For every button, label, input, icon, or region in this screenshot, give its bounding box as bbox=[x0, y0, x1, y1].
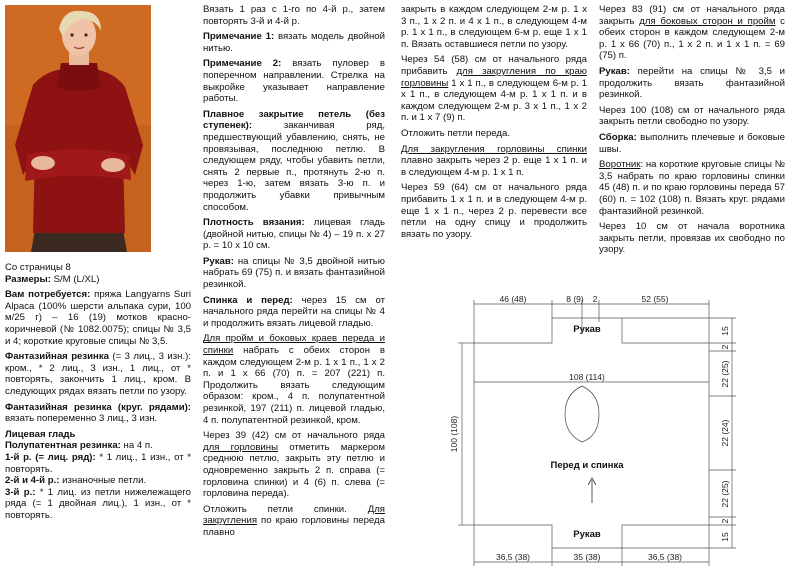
dim-right-5: 22 (25) bbox=[720, 480, 730, 508]
sleeve-bottom-label: Рукав bbox=[573, 529, 601, 540]
dim-right-7: 15 bbox=[720, 532, 730, 542]
gauge-label: Плотность вязания: bbox=[203, 217, 305, 229]
row3-text: * 1 лиц. из петли нижележащего ряда (= 1 двойная лиц.), 1 изн., от * повторять. bbox=[5, 486, 191, 521]
row24-label: 2-й и 4-й р.: bbox=[5, 475, 60, 487]
collar-finish-text: Через 10 см от начала воротника закрыть петли, провязав их свободно по узору. bbox=[599, 221, 785, 256]
sizes-label: Размеры: bbox=[5, 273, 51, 285]
dim-bottom-1: 36,5 (38) bbox=[495, 552, 531, 562]
half-rib-label: Полупатентная резинка: bbox=[5, 440, 121, 452]
model-photo bbox=[5, 5, 151, 252]
pattern-schema bbox=[447, 290, 747, 575]
back-neck-text: плавно закрыть через 2 р. еще 1 х 1 п. и в следующем 4-м р. 1 х 1 п. bbox=[401, 155, 587, 178]
note1-text: вязать модель двойной нитью. bbox=[203, 31, 385, 54]
gauge-text: лицевая гладь (двойной нитью, спицы № 4) – 19 п. х 27 р. = 10 х 10 см. bbox=[203, 217, 385, 252]
materials-label: Вам потребуется: bbox=[5, 289, 91, 301]
armhole-heading: Для пройм и боковых краев переда и спинки bbox=[203, 333, 385, 357]
increase-heading: для закругления по краю горловины bbox=[401, 65, 588, 89]
dim-height: 100 (108) bbox=[449, 415, 459, 453]
bindoff-text: заканчивая ряд, предшествующий убавлению, снять, не провязывая, последнюю петлю. В следующем ряду, чтобы убавить петли, снять 2 первые п., протянуть 2-ю п. через 1-ю, затем вязать 3-ю п. и продолжить убавки привычным способом. bbox=[203, 120, 385, 213]
join-text: Через 59 (64) см от начального ряда прибавить 1 х 1 п. и в следующем 4-м р. еще 1 х 1 п., через 2 р. перевести все петли на одну спицу и продолжить вязать по узору. bbox=[401, 182, 587, 240]
assembly-text: выполнить плечевые и боковые швы. bbox=[599, 131, 785, 155]
dim-top-3: 2 bbox=[592, 294, 598, 304]
fancy-rib-text: (= 3 лиц., 3 изн.): кром., * 2 лиц., 3 изн., 1 лиц., от * повторять, закончить 1 лиц., кром. В следующих рядах вязать петли по узору. bbox=[5, 351, 191, 397]
schema-outline bbox=[474, 318, 709, 548]
row3-label: 3-й р.: bbox=[5, 486, 36, 498]
dim-top-4: 52 (55) bbox=[641, 294, 669, 304]
dim-right-2: 2 bbox=[720, 344, 730, 350]
neckline-shape bbox=[565, 386, 599, 442]
sleeve-top-label: Рукав bbox=[573, 324, 601, 335]
dim-right-1: 15 bbox=[720, 326, 730, 336]
instructions-column-2 bbox=[203, 4, 385, 543]
dim-right-3: 22 (25) bbox=[720, 360, 730, 388]
dim-width: 108 (114) bbox=[569, 372, 605, 382]
row1-label: 1-й р. (= лиц. ряд): bbox=[5, 451, 96, 463]
neck-shaping-text-a: Отложить петли спинки. bbox=[203, 503, 368, 515]
decrease-text: закрыть в каждом следующем 2-м р. 1 х 3 п., 1 х 2 п. и 4 х 1 п., в следующем 4-м р. 1 х 1 п., в следующем 6-м р. еще 1 х 1 п. Вязать оставшиеся петли по узору. bbox=[401, 4, 587, 50]
dim-right-4: 22 (24) bbox=[720, 419, 730, 447]
neckline-heading: для горловины bbox=[203, 441, 278, 453]
neck-shaping-text-b: по краю горловины переда плавно bbox=[203, 515, 385, 538]
back-front-label: Спинка и перед: bbox=[203, 294, 293, 306]
neckline-text-a: Через 39 (42) см от начального ряда bbox=[203, 430, 385, 442]
direction-arrow bbox=[588, 478, 596, 503]
assembly-label: Сборка: bbox=[599, 131, 637, 143]
back-neck-heading: Для закругления горловины спинки bbox=[401, 143, 587, 155]
armhole-text: набрать с обеих сторон в каждом следующем 2-м р. 1 х 1 п., 1 х 2 п. и 1 х 66 (70) п. = 207 (221) п. Продолжить вязать следующим образом: кром., 4 п. полупатентной резинкой, 197 (211) п. лицевой гладью, 4 п. полупатентной резинкой, кром. bbox=[203, 345, 385, 426]
stockinette-label: Лицевая гладь bbox=[5, 428, 76, 440]
sleeve2-text: перейти на спицы № 3,5 и продолжить вязать фантазийной резинкой. bbox=[599, 65, 785, 101]
note2-text: вязать пуловер в поперечном направлении. Стрелка на выкройке указывает направление работы. bbox=[203, 58, 385, 105]
sides-text-b: с обеих сторон в каждом следующем 2-м р. 1 х 66 (70) п., 1 х 2 п. и 1 х 1 п. = 69 (75) п. bbox=[599, 15, 785, 62]
dim-top-2: 8 (9) bbox=[566, 294, 584, 304]
fancy-rib-round-label: Фантазийная резинка (круг. рядами): bbox=[5, 401, 191, 413]
from-page-text: Со страницы 8 bbox=[5, 262, 71, 273]
materials-text: пряжа Langyarns Suri Alpaca (100% шерсти альпака сури, 100 м/25 г) – 16 (19) мотков красно-коричневой (№ 1082.0075); спицы № 3,5 и 4; короткие круговые спицы № 3,5. bbox=[5, 289, 191, 347]
set-aside-front-text: Отложить петли переда. bbox=[401, 127, 511, 139]
instructions-column-1 bbox=[5, 262, 191, 521]
neck-shaping-heading: Для закругления bbox=[203, 503, 385, 527]
fancy-rib-round-text: вязать попеременно 3 лиц., 3 изн. bbox=[5, 413, 158, 425]
sleeve-text: на спицы № 3,5 двойной нитью набрать 69 (75) п. и вязать фантазийной резинкой. bbox=[203, 255, 385, 291]
row24-text: изнаночные петли. bbox=[59, 475, 147, 487]
note1-label: Примечание 1: bbox=[203, 31, 275, 43]
sleeve2-label: Рукав: bbox=[599, 65, 630, 77]
row1-text: * 1 лиц., 1 изн., от * повторять. bbox=[5, 451, 191, 475]
sides-heading: для боковых сторон и пройм bbox=[639, 15, 776, 27]
fancy-rib-label: Фантазийная резинка bbox=[5, 351, 109, 363]
bindoff-label: Плавное закрытие петель (без ступенек): bbox=[203, 108, 385, 132]
back-front-text: через 15 см от начального ряда перейти на спицы № 4 и продолжить вязать лицевой гладью. bbox=[203, 294, 385, 329]
body-label: Перед и спинка bbox=[550, 460, 624, 471]
neckline-text-b: отметить маркером среднюю петлю, закрыть эту петлю и одновременно закрыть 2 п. справа (= горловина спинки) и 4 (6) п. слева (= горловина переда). bbox=[203, 441, 385, 500]
half-rib-text: на 4 п. bbox=[120, 440, 153, 452]
increase-text-b: 1 х 1 п., в следующем 6-м р. 1 х 1 п., в следующем 4-м р. 1 х 1 п. и в каждом следующем 2-м р. 3 х 1 п., 1 х 2 п. и 1 х 7 (9) п. bbox=[401, 77, 587, 124]
rows-repeat-text: Вязать 1 раз с 1-го по 4-й р., затем повторять 3-й и 4-й р. bbox=[203, 4, 385, 27]
sleeve-label: Рукав: bbox=[203, 255, 234, 267]
note2-label: Примечание 2: bbox=[203, 58, 282, 70]
dim-bottom-2: 35 (38) bbox=[573, 552, 601, 562]
sizes-value: S/M (L/XL) bbox=[50, 273, 100, 285]
dim-right-6: 2 bbox=[720, 518, 730, 524]
dim-top-1: 46 (48) bbox=[499, 294, 527, 304]
instructions-column-4 bbox=[599, 4, 785, 260]
bind-off-text: Через 100 (108) см от начального ряда закрыть петли свободно по узору. bbox=[599, 104, 785, 128]
collar-text: : на короткие круговые спицы № 3,5 набрать по краю горловины спинки 45 (48) п. и по краю горловины переда 57 (60) п. = 102 (108) п. Вязать круг. рядами фантазийной резинкой. bbox=[599, 159, 785, 217]
instructions-column-3 bbox=[401, 4, 587, 244]
sides-text-a: Через 83 (91) см от начального ряда закрыть bbox=[599, 4, 785, 27]
dim-bottom-3: 36,5 (38) bbox=[647, 552, 683, 562]
collar-heading: Воротник bbox=[599, 159, 641, 171]
increase-text-a: Через 54 (58) см от начального ряда прибавить bbox=[401, 54, 587, 77]
